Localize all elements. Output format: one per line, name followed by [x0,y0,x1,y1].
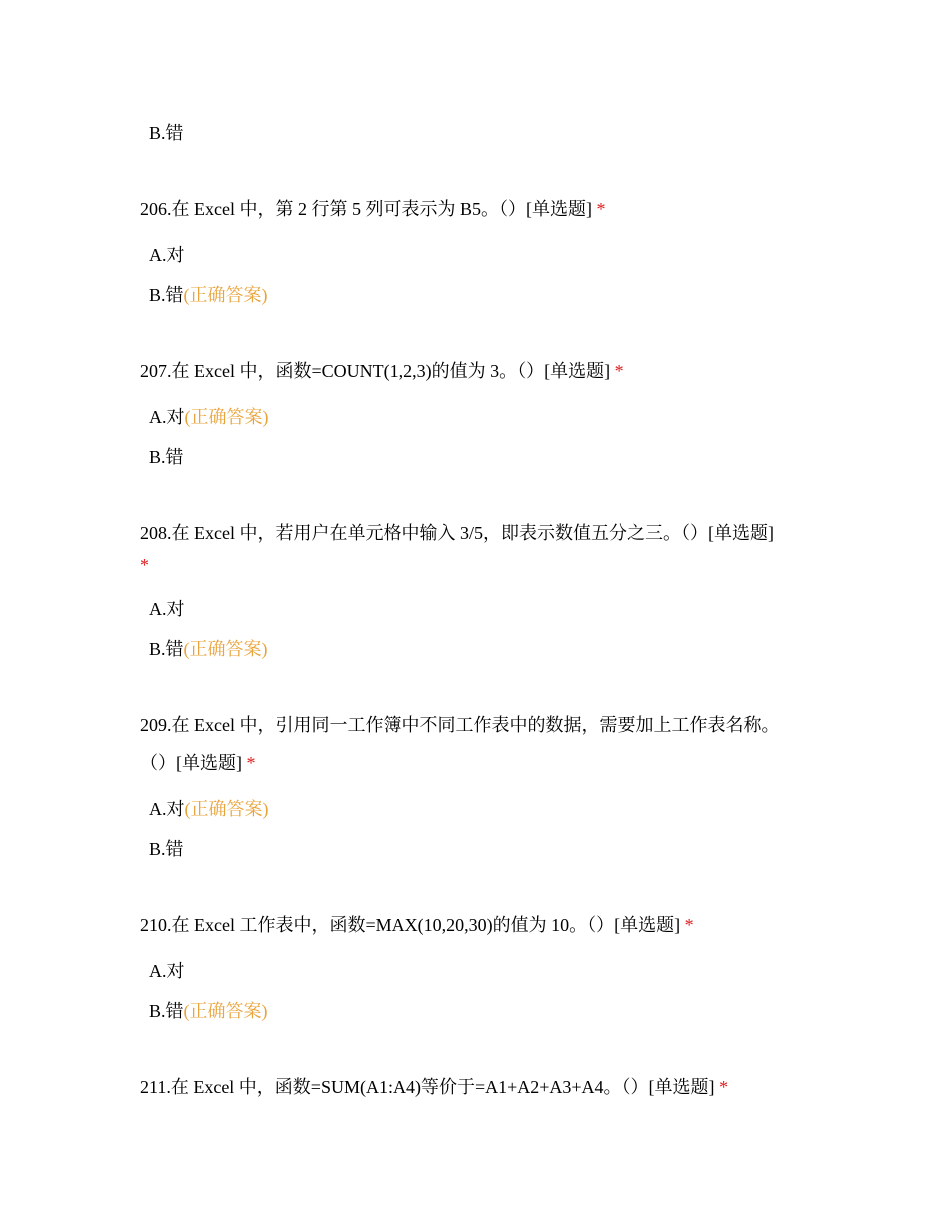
question-208-required [140,553,149,577]
question-208-text [140,521,774,545]
correct-answer-marker: (正确答案) [184,407,269,427]
option-label: B.错 [149,639,184,659]
option-label: A.对 [149,799,185,819]
correct-answer-marker: (正确答案) [183,1001,268,1021]
question-text: 210.在 Excel 工作表中，函数=MAX(10,20,30)的值为 10。（）[单选题] [140,915,681,935]
option-label: A.对 [149,245,185,265]
required-asterisk: * [140,555,149,575]
correct-answer-marker: (正确答案) [183,639,268,659]
correct-answer-marker: (正确答案) [183,285,268,305]
option-205-b [149,121,184,145]
option-label: B.错 [149,839,184,859]
option-label: A.对 [149,407,185,427]
required-asterisk: * [614,361,624,381]
option-label: A.对 [149,599,185,619]
question-text: （）[单选题] [140,753,242,773]
question-209-text [140,713,779,737]
question-text: 206.在 Excel 中，第 2 行第 5 列可表示为 B5。（）[单选题] [140,199,592,219]
question-text: 211.在 Excel 中，函数=SUM(A1:A4)等价于=A1+A2+A3+A4。（）[单选题] [140,1077,715,1097]
option-207-a [149,405,269,429]
option-208-b [149,637,268,661]
question-206-text [140,197,605,221]
question-207-text [140,359,624,383]
option-206-a [149,243,185,267]
question-210-text [140,913,694,937]
option-206-b [149,283,268,307]
question-text: 209.在 Excel 中，引用同一工作簿中不同工作表中的数据，需要加上工作表名称。 [140,715,780,735]
option-label: B.错 [149,447,184,467]
required-asterisk: * [719,1077,729,1097]
option-label: B.错 [149,123,184,143]
question-text: 207.在 Excel 中，函数=COUNT(1,2,3)的值为 3。（）[单选题] [140,361,611,381]
correct-answer-marker: (正确答案) [184,799,269,819]
required-asterisk: * [684,915,694,935]
option-209-b [149,837,184,861]
question-211-text [140,1075,728,1099]
option-209-a [149,797,269,821]
option-label: B.错 [149,1001,184,1021]
question-text: 208.在 Excel 中，若用户在单元格中输入 3/5，即表示数值五分之三。（）[单选题] [140,523,774,543]
option-207-b [149,445,184,469]
option-label: A.对 [149,961,185,981]
required-asterisk: * [246,753,256,773]
question-209-text-continued [140,751,256,775]
option-210-b [149,999,268,1023]
required-asterisk: * [596,199,606,219]
option-208-a [149,597,185,621]
option-label: B.错 [149,285,184,305]
option-210-a [149,959,185,983]
